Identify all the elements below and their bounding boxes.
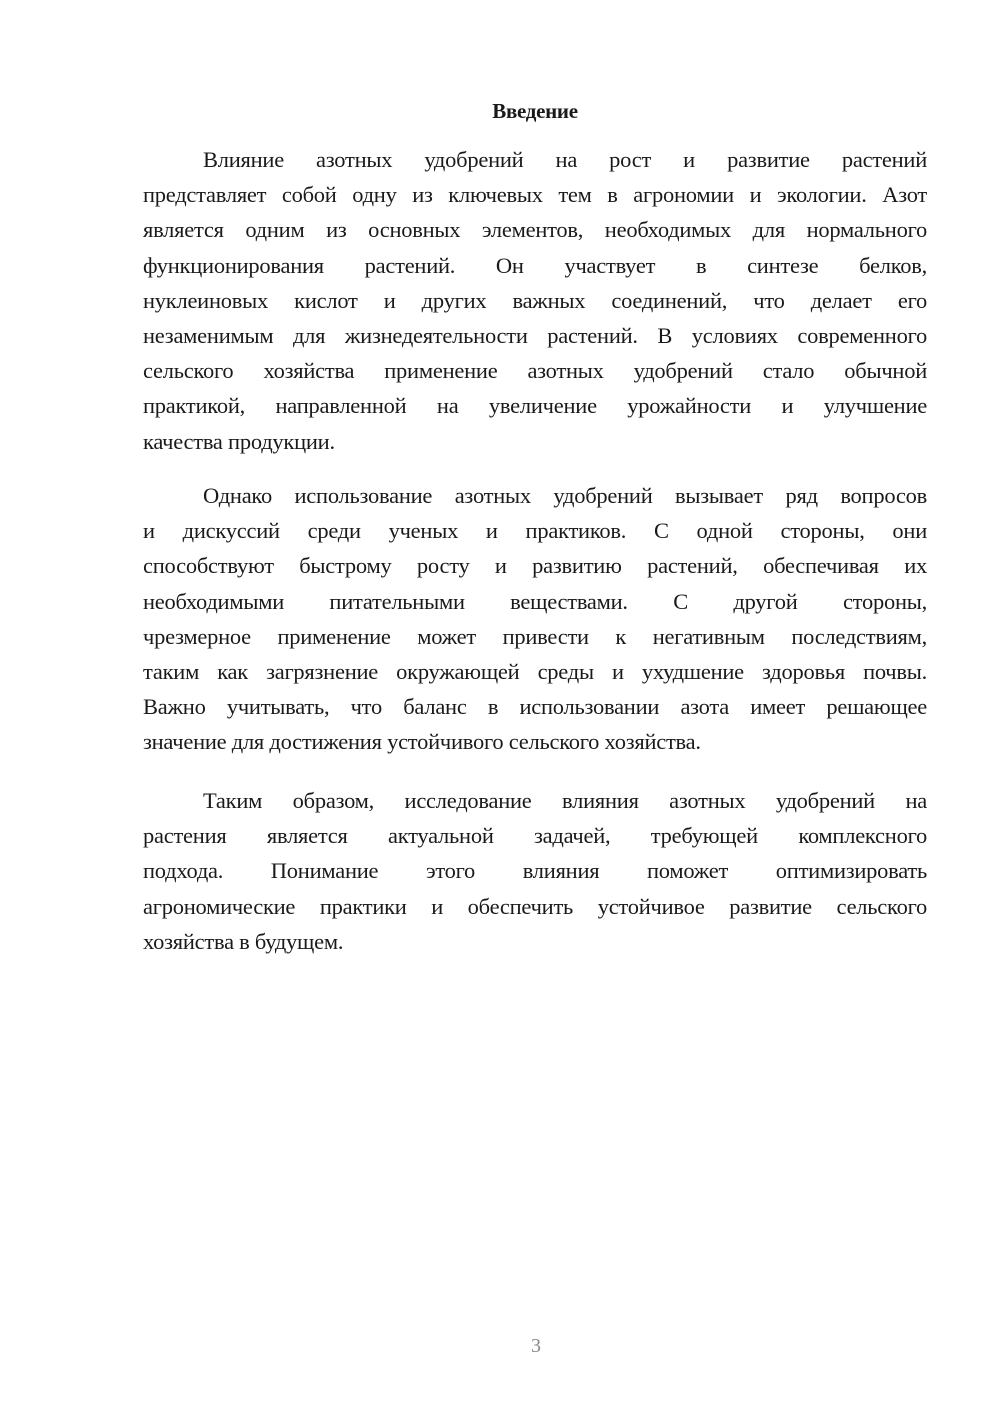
text-line: нуклеиновых кислот и других важных соединений, что делает его: [143, 287, 927, 313]
page-number: 3: [531, 1335, 541, 1357]
text-line: способствуют быстрому росту и развитию растений, обеспечивая их: [143, 553, 927, 579]
paragraph-1: [143, 142, 927, 459]
text-line: Важно учитывать, что баланс в использовании азота имеет решающее: [143, 694, 927, 720]
text-line: подхода. Понимание этого влияния поможет оптимизировать: [143, 858, 927, 884]
text-line: необходимыми питательными веществами. С другой стороны,: [143, 588, 927, 614]
text-line: Таким образом, исследование влияния азотных удобрений на: [203, 788, 927, 813]
text-line: качества продукции.: [143, 428, 335, 454]
text-line: хозяйства в будущем.: [143, 928, 344, 954]
paragraph-2: [143, 478, 927, 760]
text-line: сельского хозяйства применение азотных удобрений стало обычной: [143, 358, 927, 384]
text-line: растения является актуальной задачей, требующей комплексного: [143, 823, 927, 849]
text-line: функционирования растений. Он участвует в синтезе белков,: [143, 252, 927, 278]
text-line: практикой, направленной на увеличение урожайности и улучшение: [143, 393, 927, 419]
text-line: таким как загрязнение окружающей среды и ухудшение здоровья почвы.: [143, 658, 927, 684]
text-line: Однако использование азотных удобрений вызывает ряд вопросов: [203, 483, 927, 508]
text-line: и дискуссий среди ученых и практиков. С одной стороны, они: [143, 518, 927, 544]
section-title: Введение: [492, 99, 578, 123]
paragraph-3: [143, 783, 927, 959]
text-line: значение для достижения устойчивого сельского хозяйства.: [143, 729, 701, 755]
text-line: является одним из основных элементов, необходимых для нормального: [143, 217, 927, 243]
text-line: Влияние азотных удобрений на рост и развитие растений: [203, 147, 927, 172]
text-line: агрономические практики и обеспечить устойчивое развитие сельского: [143, 893, 927, 919]
text-line: представляет собой одну из ключевых тем в агрономии и экологии. Азот: [143, 182, 927, 208]
text-line: незаменимым для жизнедеятельности растений. В условиях современного: [143, 322, 927, 348]
text-line: чрезмерное применение может привести к негативным последствиям,: [143, 623, 927, 649]
